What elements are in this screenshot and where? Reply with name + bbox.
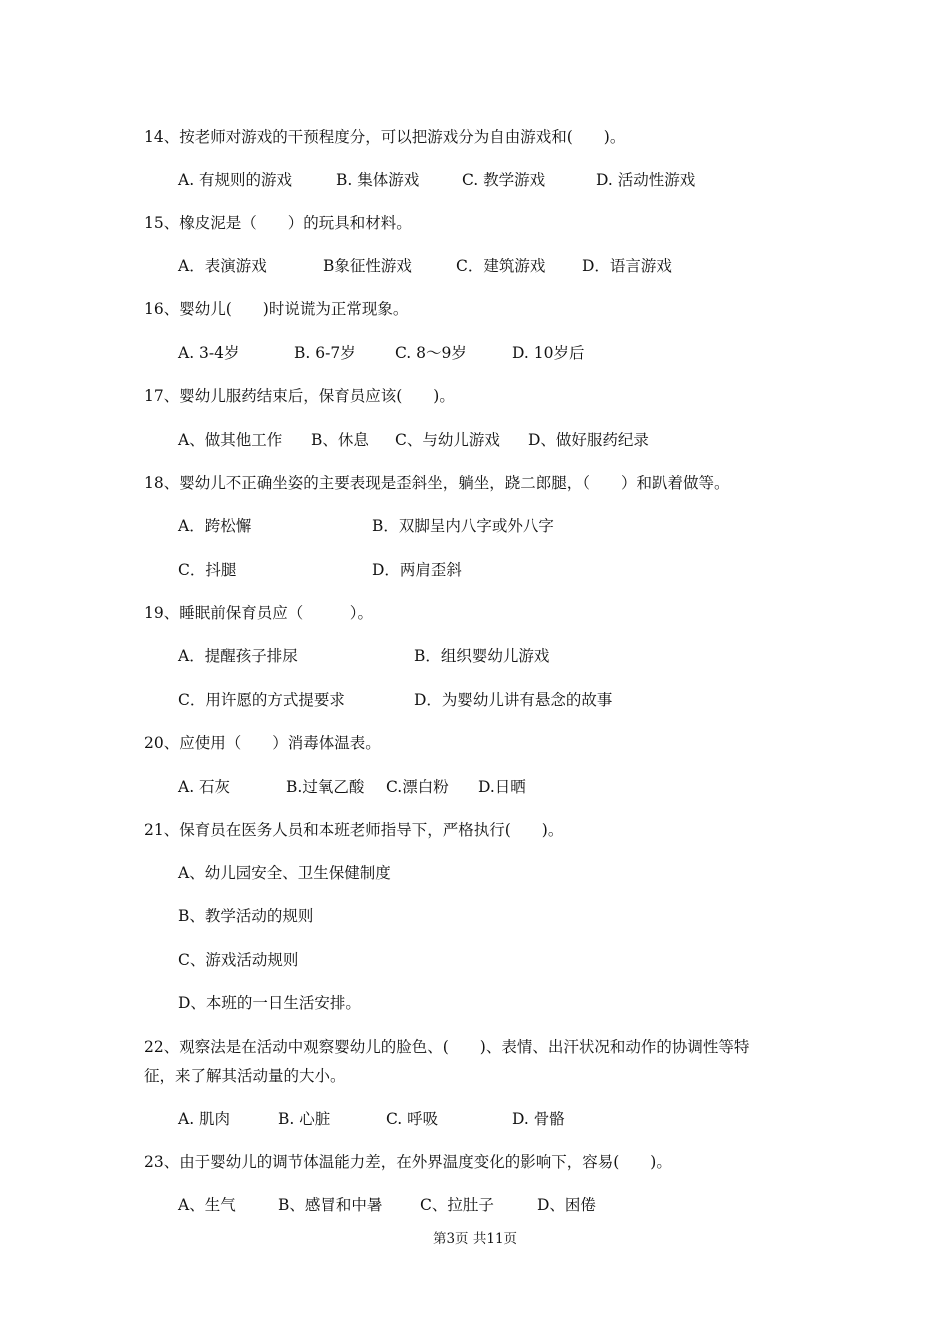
option-c: C、与幼儿游戏 xyxy=(395,431,500,449)
option-d: D、困倦 xyxy=(537,1196,596,1214)
option-b: B. 6-7岁 xyxy=(294,344,356,362)
question-14: 14、按老师对游戏的干预程度分，可以把游戏分为自由游戏和( )。 xyxy=(144,128,626,146)
option-a: A、幼儿园安全、卫生保健制度 xyxy=(178,864,391,882)
option-b: B．双脚呈内八字或外八字 xyxy=(372,517,554,535)
question-22: 22、观察法是在活动中观察婴幼儿的脸色、( )、表情、出汗状况和动作的协调性等特 xyxy=(144,1038,750,1056)
option-c: C.漂白粉 xyxy=(386,778,449,796)
option-a: A．跨松懈 xyxy=(178,517,252,535)
question-22-continued: 征，来了解其活动量的大小。 xyxy=(144,1067,346,1085)
option-d: D．为婴幼儿讲有悬念的故事 xyxy=(414,691,613,709)
option-b: B、感冒和中暑 xyxy=(278,1196,383,1214)
question-23: 23、由于婴幼儿的调节体温能力差，在外界温度变化的影响下，容易( )。 xyxy=(144,1153,672,1171)
option-a: A. 有规则的游戏 xyxy=(178,171,293,189)
option-c: C．建筑游戏 xyxy=(456,257,546,275)
option-c: C、游戏活动规则 xyxy=(178,951,299,969)
option-c: C．用许愿的方式提要求 xyxy=(178,691,345,709)
option-b: B、教学活动的规则 xyxy=(178,907,314,925)
option-a: A、做其他工作 xyxy=(178,431,283,449)
option-c: C. 8～9岁 xyxy=(395,344,467,362)
option-c: C. 呼吸 xyxy=(386,1110,439,1128)
question-20: 20、应使用（ ）消毒体温表。 xyxy=(144,734,381,752)
option-d: D、做好服药纪录 xyxy=(528,431,649,449)
question-21: 21、保育员在医务人员和本班老师指导下，严格执行( )。 xyxy=(144,821,564,839)
option-b: B、休息 xyxy=(311,431,369,449)
page-number-footer: 第3页 共11页 xyxy=(432,1231,518,1247)
option-a: A．表演游戏 xyxy=(178,257,267,275)
option-a: A. 肌肉 xyxy=(178,1110,231,1128)
option-c: C、拉肚子 xyxy=(420,1196,494,1214)
option-b: B．组织婴幼儿游戏 xyxy=(414,647,550,665)
option-b: B象征性游戏 xyxy=(323,257,412,275)
option-c: C. 教学游戏 xyxy=(462,171,546,189)
option-b: B.过氧乙酸 xyxy=(286,778,365,796)
option-a: A. 石灰 xyxy=(178,778,231,796)
option-d: D. 10岁后 xyxy=(512,344,585,362)
question-16: 16、婴幼儿( )时说谎为正常现象。 xyxy=(144,300,409,318)
question-18: 18、婴幼儿不正确坐姿的主要表现是歪斜坐，躺坐，跷二郎腿，（ ）和趴着做等。 xyxy=(144,474,730,492)
option-d: D．语言游戏 xyxy=(582,257,672,275)
option-a: A、生气 xyxy=(178,1196,236,1214)
option-c: C．抖腿 xyxy=(178,561,237,579)
option-d: D. 骨骼 xyxy=(512,1110,565,1128)
option-d: D．两肩歪斜 xyxy=(372,561,462,579)
option-d: D、本班的一日生活安排。 xyxy=(178,994,361,1012)
option-b: B. 集体游戏 xyxy=(336,171,420,189)
question-19: 19、睡眠前保育员应（ ）。 xyxy=(144,604,373,622)
option-a: A. 3-4岁 xyxy=(178,344,240,362)
option-d: D.日晒 xyxy=(478,778,526,796)
question-17: 17、婴幼儿服药结束后，保育员应该( )。 xyxy=(144,387,455,405)
option-a: A．提醒孩子排尿 xyxy=(178,647,298,665)
option-b: B. 心脏 xyxy=(278,1110,331,1128)
option-d: D. 活动性游戏 xyxy=(596,171,696,189)
question-15: 15、橡皮泥是（ ）的玩具和材料。 xyxy=(144,214,412,232)
